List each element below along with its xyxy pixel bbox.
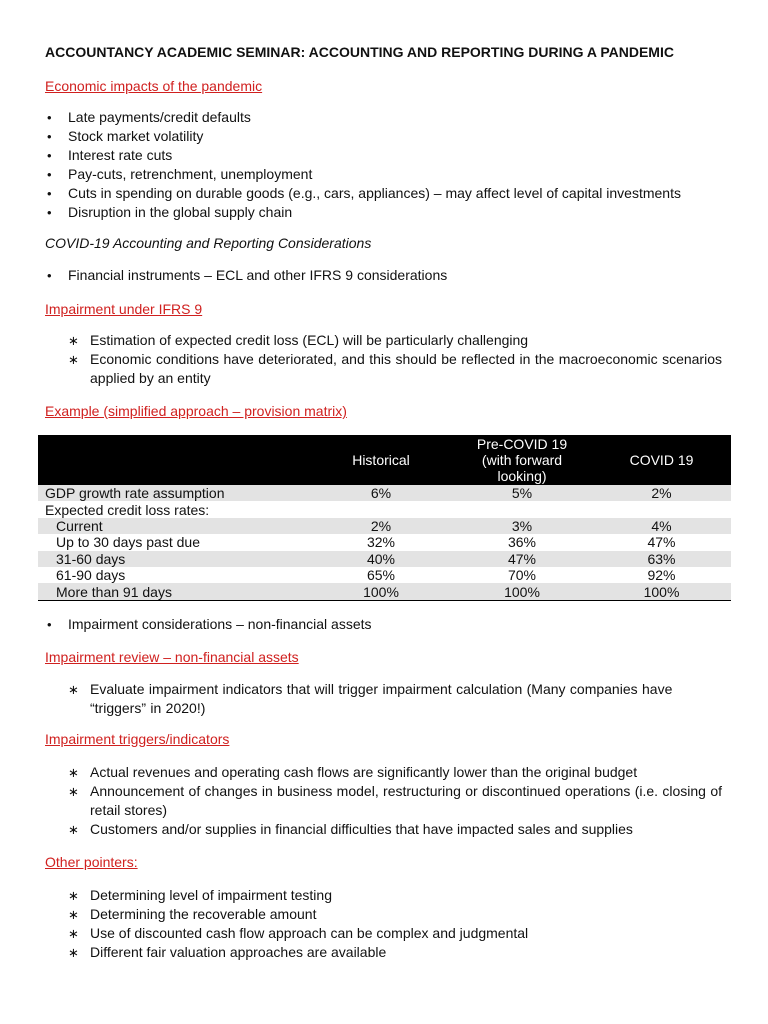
- list-item: • Impairment considerations – non-financial assets: [68, 615, 748, 634]
- other-pointers-list: [90, 886, 722, 962]
- cell-pre-covid: 70%: [507, 567, 537, 584]
- list-item: ∗ Determining the recoverable amount: [90, 905, 722, 924]
- heading-covid-considerations: COVID-19 Accounting and Reporting Considerations: [45, 235, 372, 251]
- table-row: [38, 567, 731, 583]
- table-row: [38, 534, 731, 550]
- column-header: [38, 435, 310, 485]
- list-item: ∗ Announcement of changes in business model, restructuring or discontinued operations (i.e. closing of retail stores): [90, 782, 722, 820]
- nonfinancial-list: [68, 615, 748, 634]
- covid-considerations-list: [68, 266, 748, 285]
- cell-pre-covid: 47%: [452, 551, 592, 567]
- heading-other-pointers: Other pointers:: [45, 854, 138, 870]
- cell-covid: 47%: [647, 534, 676, 551]
- cell-historical: [310, 501, 452, 517]
- list-item: • Pay-cuts, retrenchment, unemployment: [68, 165, 748, 184]
- list-item: ∗ Use of discounted cash flow approach can be complex and judgmental: [90, 924, 722, 943]
- impairment-review-list: [90, 680, 722, 718]
- document-title: ACCOUNTANCY ACADEMIC SEMINAR: ACCOUNTING AND REPORTING DURING A PANDEMIC: [45, 44, 674, 60]
- cell-covid: 4%: [592, 518, 731, 534]
- heading-impairment-ifrs9: Impairment under IFRS 9: [45, 301, 203, 317]
- table-row: [38, 501, 731, 517]
- cell-covid: 2%: [592, 485, 731, 501]
- list-item: ∗ Determining level of impairment testing: [90, 886, 722, 905]
- cell-historical: 100%: [310, 583, 452, 600]
- economic-impacts-list: [68, 108, 748, 222]
- list-item: ∗ Evaluate impairment indicators that will trigger impairment calculation (Many companies have “triggers” in 2020!): [90, 680, 722, 718]
- cell-historical: 32%: [366, 534, 396, 551]
- cell-pre-covid: [452, 501, 592, 517]
- table-row: [38, 583, 731, 600]
- row-label: 61-90 days: [56, 567, 126, 584]
- heading-economic-impacts: Economic impacts of the pandemic: [45, 78, 263, 94]
- cell-pre-covid: 36%: [507, 534, 537, 551]
- list-item: • Interest rate cuts: [68, 146, 748, 165]
- row-label: More than 91 days: [38, 583, 310, 600]
- impairment-ifrs9-list: [90, 331, 722, 388]
- cell-pre-covid: 100%: [452, 583, 592, 600]
- list-item: • Financial instruments – ECL and other IFRS 9 considerations: [68, 266, 748, 285]
- cell-historical: 65%: [366, 567, 396, 584]
- column-header: COVID 19: [592, 435, 731, 485]
- cell-pre-covid: 5%: [452, 485, 592, 501]
- cell-historical: 40%: [310, 551, 452, 567]
- table-row: [38, 518, 731, 534]
- heading-impairment-review: Impairment review – non-financial assets: [45, 649, 299, 665]
- row-label: Up to 30 days past due: [56, 534, 200, 551]
- column-header: Pre-COVID 19 (with forward looking): [452, 435, 592, 485]
- cell-covid: 92%: [647, 567, 676, 584]
- list-item: • Stock market volatility: [68, 127, 748, 146]
- list-item: • Cuts in spending on durable goods (e.g., cars, appliances) – may affect level of capital investments: [68, 184, 748, 203]
- list-item: ∗ Actual revenues and operating cash flows are significantly lower than the original budget: [90, 763, 722, 782]
- cell-covid: [592, 501, 731, 517]
- list-item: • Disruption in the global supply chain: [68, 203, 748, 222]
- table-header-row: [38, 435, 731, 485]
- heading-impairment-triggers: Impairment triggers/indicators: [45, 731, 230, 747]
- row-label: Current: [38, 518, 310, 534]
- heading-example: Example (simplified approach – provision matrix): [45, 403, 347, 419]
- cell-historical: 2%: [310, 518, 452, 534]
- impairment-triggers-list: [90, 763, 722, 839]
- cell-covid: 100%: [592, 583, 731, 600]
- list-item: ∗ Different fair valuation approaches are available: [90, 943, 722, 962]
- provision-matrix-table: [38, 435, 731, 601]
- cell-covid: 63%: [592, 551, 731, 567]
- list-item: ∗ Economic conditions have deteriorated, and this should be reflected in the macroeconomic scenarios applied by an entity: [90, 350, 722, 388]
- list-item: • Late payments/credit defaults: [68, 108, 748, 127]
- table-row: [38, 551, 731, 567]
- list-item: ∗ Customers and/or supplies in financial difficulties that have impacted sales and supplies: [90, 820, 722, 839]
- list-item: ∗ Estimation of expected credit loss (ECL) will be particularly challenging: [90, 331, 722, 350]
- cell-historical: 6%: [310, 485, 452, 501]
- table-row: [38, 485, 731, 501]
- row-label: GDP growth rate assumption: [38, 485, 310, 501]
- row-label: Expected credit loss rates:: [45, 501, 210, 518]
- row-label: 31-60 days: [38, 551, 310, 567]
- cell-pre-covid: 3%: [452, 518, 592, 534]
- column-header: Historical: [310, 435, 452, 485]
